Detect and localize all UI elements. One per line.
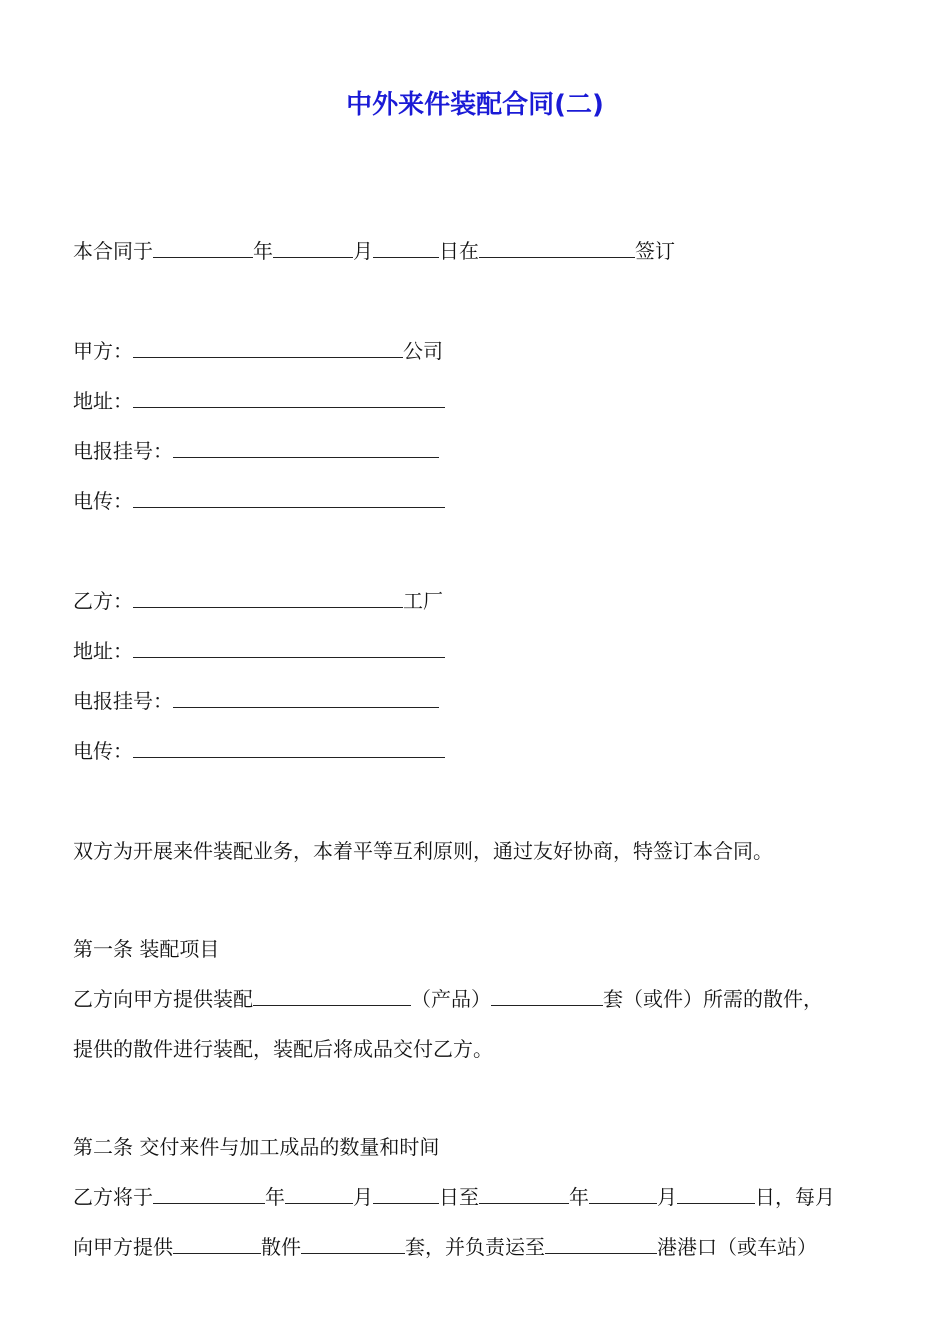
party-a-suffix: 公司: [403, 339, 443, 363]
party-b-telegraph-label: 电报挂号：: [73, 689, 173, 713]
article-2-text-g: 日，每月: [755, 1185, 835, 1209]
document-title: 中外来件装配合同(二): [346, 90, 604, 120]
product-blank[interactable]: [253, 987, 411, 1006]
article-2-line-1: [73, 1184, 835, 1210]
end-year-blank[interactable]: [479, 1185, 569, 1204]
article-1-text-c: 套（或件）所需的散件，: [603, 987, 823, 1011]
party-b-address-label: 地址：: [73, 639, 133, 663]
end-month-blank[interactable]: [589, 1185, 657, 1204]
party-b-address-blank[interactable]: [133, 639, 445, 658]
intro-text-5: 签订: [635, 239, 675, 263]
party-b-label: 乙方：: [73, 589, 133, 613]
intro-text-1: 本合同于: [73, 239, 153, 263]
article-2-text-k: 港港口（或车站）: [657, 1235, 817, 1259]
article-2-heading: 第二条 交付来件与加工成品的数量和时间: [73, 1135, 440, 1159]
intro-text-4: 日在: [439, 239, 479, 263]
party-a-line: [73, 338, 443, 364]
party-b-suffix: 工厂: [403, 589, 443, 613]
start-year-blank[interactable]: [153, 1185, 265, 1204]
day-blank[interactable]: [373, 239, 439, 258]
article-2-text-c: 月: [353, 1185, 373, 1209]
party-a-telegraph-blank[interactable]: [173, 439, 439, 458]
party-a-fax-label: 电传：: [73, 489, 133, 513]
article-1-text-a: 乙方向甲方提供装配: [73, 987, 253, 1011]
sets-blank[interactable]: [301, 1235, 405, 1254]
party-a-fax-blank[interactable]: [133, 489, 445, 508]
party-b-fax-blank[interactable]: [133, 739, 445, 758]
party-b-address-line: [73, 638, 445, 664]
quantity-blank[interactable]: [491, 987, 603, 1006]
article-1-line-1: [73, 986, 823, 1012]
party-a-name-blank[interactable]: [133, 339, 403, 358]
article-2-line-2: [73, 1234, 817, 1260]
end-day-blank[interactable]: [677, 1185, 755, 1204]
article-2-text-e: 年: [569, 1185, 589, 1209]
year-blank[interactable]: [153, 239, 253, 258]
month-blank[interactable]: [273, 239, 353, 258]
place-blank[interactable]: [479, 239, 635, 258]
party-b-telegraph-blank[interactable]: [173, 689, 439, 708]
preamble-paragraph: 双方为开展来件装配业务，本着平等互利原则，通过友好协商，特签订本合同。: [73, 839, 773, 863]
intro-text-3: 月: [353, 239, 373, 263]
party-b-fax-label: 电传：: [73, 739, 133, 763]
article-1-line-2: 提供的散件进行装配，装配后将成品交付乙方。: [73, 1037, 493, 1061]
intro-text-2: 年: [253, 239, 273, 263]
party-a-address-blank[interactable]: [133, 389, 445, 408]
article-2-text-i: 散件: [261, 1235, 301, 1259]
article-2-text-j: 套，并负责运至: [405, 1235, 545, 1259]
article-1-text-b: （产品）: [411, 987, 491, 1011]
start-day-blank[interactable]: [373, 1185, 439, 1204]
article-2-text-a: 乙方将于: [73, 1185, 153, 1209]
party-a-telegraph-line: [73, 438, 439, 464]
party-b-fax-line: [73, 738, 445, 764]
party-b-telegraph-line: [73, 688, 439, 714]
article-2-text-d: 日至: [439, 1185, 479, 1209]
port-blank[interactable]: [545, 1235, 657, 1254]
party-b-name-blank[interactable]: [133, 589, 403, 608]
party-b-line: [73, 588, 443, 614]
party-a-fax-line: [73, 488, 445, 514]
article-2-text-f: 月: [657, 1185, 677, 1209]
party-a-address-line: [73, 388, 445, 414]
article-1-heading: 第一条 装配项目: [73, 937, 220, 961]
article-2-text-h: 向甲方提供: [73, 1235, 173, 1259]
party-a-telegraph-label: 电报挂号：: [73, 439, 173, 463]
contract-date-line: [73, 238, 675, 264]
party-a-address-label: 地址：: [73, 389, 133, 413]
start-month-blank[interactable]: [285, 1185, 353, 1204]
article-2-text-b: 年: [265, 1185, 285, 1209]
parts-blank[interactable]: [173, 1235, 261, 1254]
party-a-label: 甲方：: [73, 339, 133, 363]
